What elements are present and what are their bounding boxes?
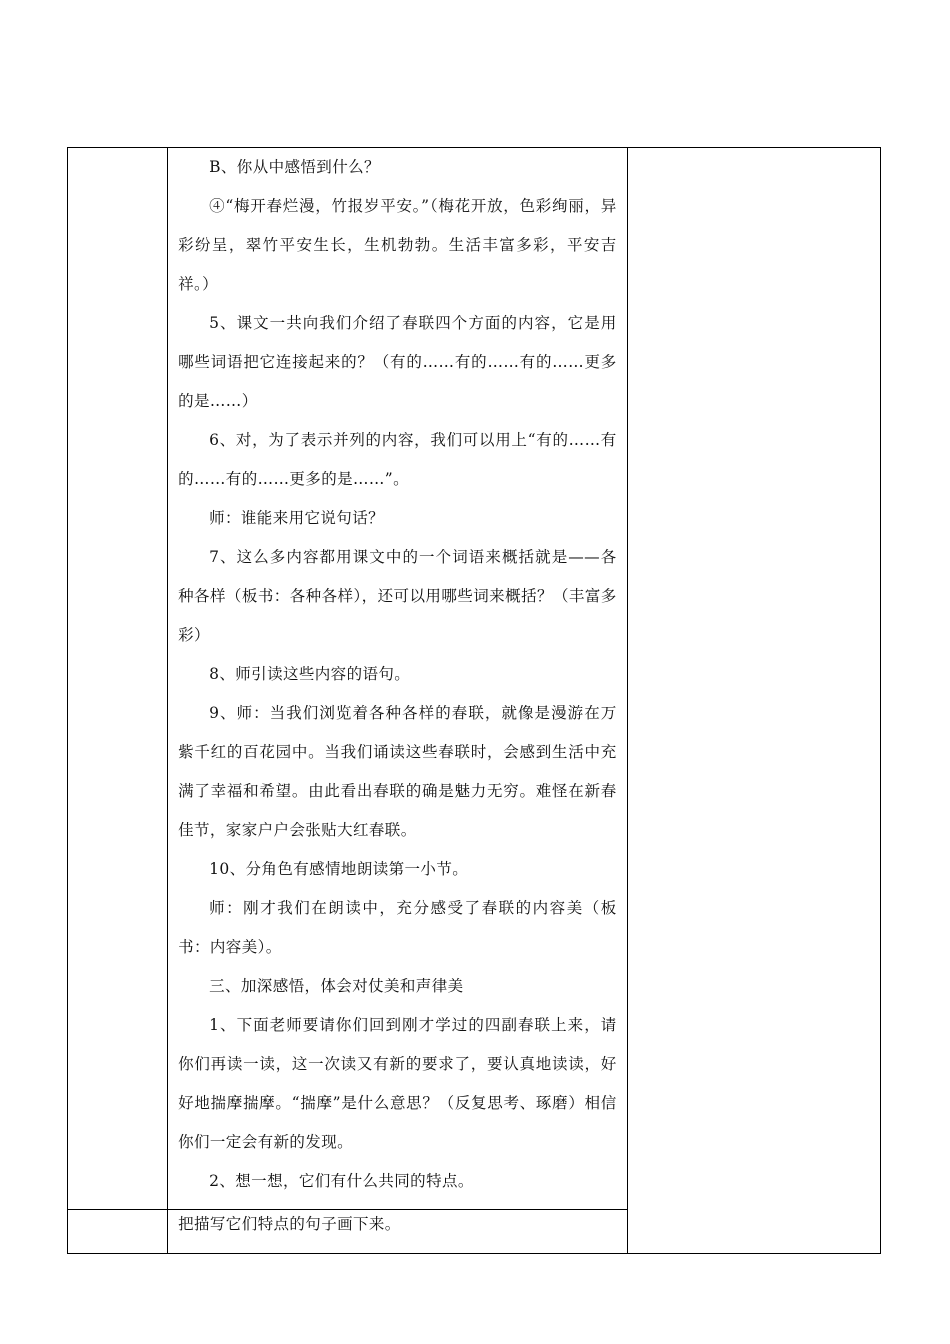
paragraph: 10、分角色有感情地朗读第一小节。 [209,860,469,878]
paragraph: 9、师：当我们浏览着各种各样的春联，就像是漫游在万紫千红的百花园中。当我们诵读这些春联时，会感到生活中充满了幸福和希望。由此看出春联的确是魅力无穷。难怪在新春佳节，家家户户会张贴大红春联。 [178,704,617,839]
tail-content-cell [168,1210,628,1254]
lesson-plan-table [67,147,881,1254]
lesson-content-cell [168,148,628,1210]
paragraph: 1、下面老师要请你们回到刚才学过的四副春联上来，请你们再读一读，这一次读又有新的要求了，要认真地读读，好好地揣摩揣摩。“揣摩”是什么意思？（反复思考、琢磨）相信你们一定会有新的发现。 [178,1016,617,1151]
paragraph: 8、师引读这些内容的语句。 [209,665,411,683]
table-row [68,148,881,1210]
paragraph: 6、对，为了表示并列的内容，我们可以用上“有的……有的……有的……更多的是……”。 [178,431,617,488]
lesson-content [168,148,627,1209]
paragraph: 三、加深感悟，体会对仗美和声律美 [209,977,464,995]
paragraph: ④“梅开春烂漫，竹报岁平安。”（梅花开放，色彩绚丽，异彩纷呈，翠竹平安生长，生机勃勃。生活丰富多彩，平安吉祥。） [178,197,617,293]
paragraph: 7、这么多内容都用课文中的一个词语来概括就是——各种各样（板书：各种各样），还可以用哪些词来概括？（丰富多彩） [178,548,617,644]
paragraph: B、你从中感悟到什么？ [209,158,380,176]
paragraph: 师：刚才我们在朗读中，充分感受了春联的内容美（板书：内容美）。 [178,899,617,956]
paragraph: 师：谁能来用它说句话？ [209,509,385,527]
tail-line: 把描写它们特点的句子画下来。 [178,1215,401,1233]
paragraph: 5、课文一共向我们介绍了春联四个方面的内容，它是用哪些词语把它连接起来的？（有的……有的……有的……更多的是……） [178,314,617,410]
left-cell [68,1210,168,1254]
left-cell [68,148,168,1210]
right-notes-cell [627,148,880,1254]
paragraph: 2、想一想，它们有什么共同的特点。 [209,1172,474,1190]
